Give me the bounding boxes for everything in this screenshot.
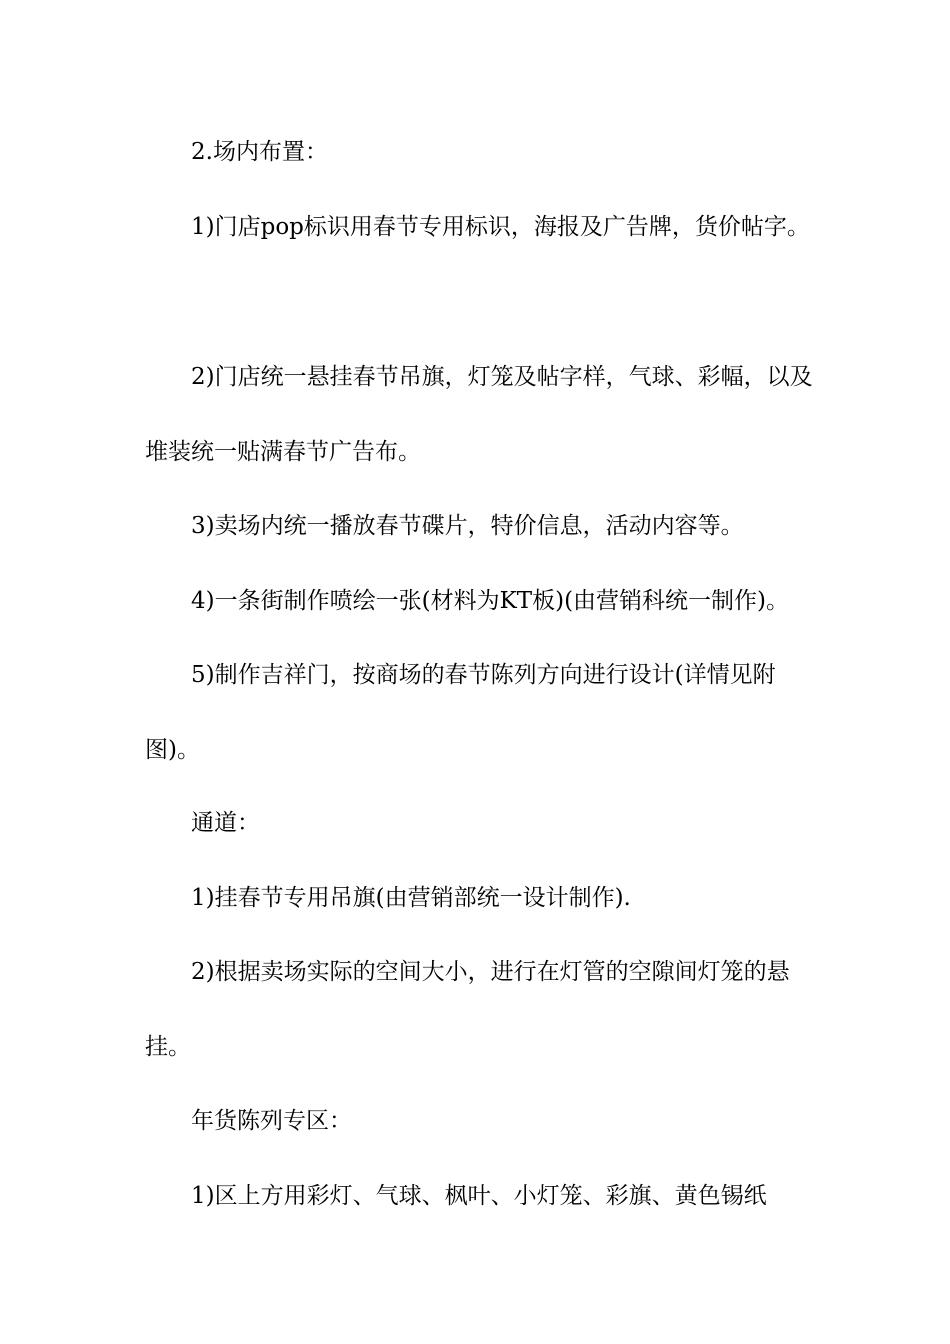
section-heading-aisle: 通道： — [191, 810, 260, 836]
section-heading-venue-layout: 2.场内布置： — [191, 139, 328, 165]
paragraph-item-1: 1)门店pop标识用春节专用标识，海报及广告牌，货价帖字。 — [191, 214, 810, 240]
paragraph-item-2: 2)门店统一悬挂春节吊旗，灯笼及帖字样，气球、彩幅，以及堆装统一贴满春节广告布。 — [145, 364, 813, 465]
paragraph-aisle-item-1: 1)挂春节专用吊旗(由营销部统一设计制作). — [191, 885, 631, 911]
paragraph-aisle-item-2: 2)根据卖场实际的空间大小，进行在灯管的空隙间灯笼的悬挂。 — [145, 959, 790, 1060]
section-heading-new-year-goods-zone: 年货陈列专区： — [191, 1108, 352, 1134]
paragraph-item-5: 5)制作吉祥门，按商场的春节陈列方向进行设计(详情见附图)。 — [145, 662, 776, 763]
paragraph-zone-item-1: 1)区上方用彩灯、气球、枫叶、小灯笼、彩旗、黄色锡纸 — [191, 1183, 767, 1209]
paragraph-item-3: 3)卖场内统一播放春节碟片，特价信息，活动内容等。 — [191, 513, 744, 539]
paragraph-item-4: 4)一条街制作喷绘一张(材料为KT板)(由营销科统一制作)。 — [191, 588, 790, 614]
